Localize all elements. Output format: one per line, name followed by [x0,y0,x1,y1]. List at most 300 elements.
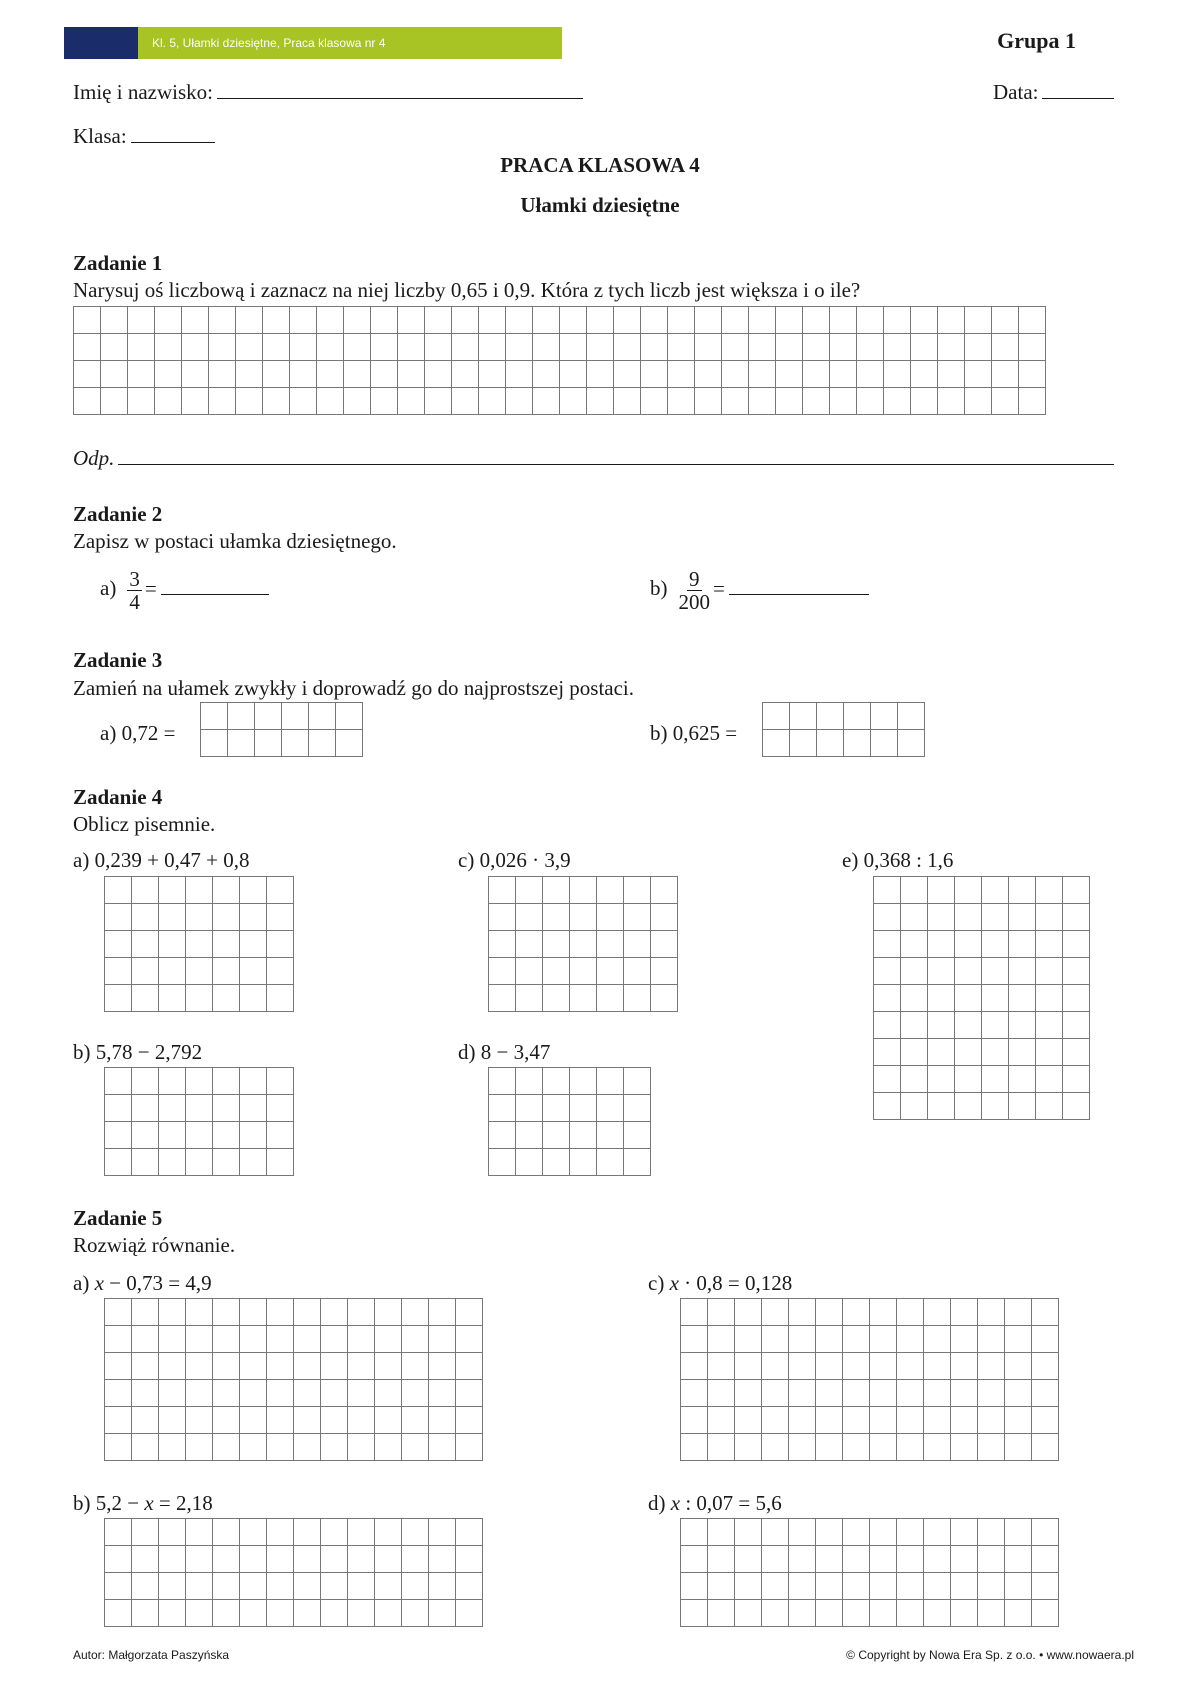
grid-cell[interactable] [928,904,955,931]
grid-cell[interactable] [105,958,132,985]
grid-cell[interactable] [816,1326,843,1353]
grid-cell[interactable] [429,1600,456,1627]
grid-cell[interactable] [213,985,240,1012]
grid-cell[interactable] [874,1039,901,1066]
grid-cell[interactable] [429,1519,456,1546]
grid-cell[interactable] [1009,1093,1036,1120]
grid-cell[interactable] [159,985,186,1012]
grid-cell[interactable] [570,958,597,985]
grid-cell[interactable] [1005,1546,1032,1573]
grid-cell[interactable] [857,388,884,415]
grid-cell[interactable] [74,334,101,361]
grid-cell[interactable] [817,730,844,757]
grid-cell[interactable] [105,1122,132,1149]
grid-cell[interactable] [874,1066,901,1093]
grid-cell[interactable] [213,1353,240,1380]
grid-cell[interactable] [992,361,1019,388]
grid-cell[interactable] [240,1326,267,1353]
grid-cell[interactable] [402,1353,429,1380]
grid-cell[interactable] [159,1380,186,1407]
grid-cell[interactable] [695,388,722,415]
task5-d-grid[interactable] [680,1518,1059,1627]
grid-cell[interactable] [681,1380,708,1407]
grid-cell[interactable] [101,307,128,334]
grid-cell[interactable] [132,958,159,985]
grid-cell[interactable] [978,1299,1005,1326]
grid-cell[interactable] [982,958,1009,985]
task3-a-grid[interactable] [200,702,363,757]
grid-cell[interactable] [452,388,479,415]
grid-cell[interactable] [1005,1434,1032,1461]
grid-cell[interactable] [843,1434,870,1461]
grid-cell[interactable] [489,1095,516,1122]
grid-cell[interactable] [1063,958,1090,985]
grid-cell[interactable] [597,1068,624,1095]
grid-cell[interactable] [267,904,294,931]
grid-cell[interactable] [240,1068,267,1095]
grid-cell[interactable] [708,1519,735,1546]
grid-cell[interactable] [1019,307,1046,334]
grid-cell[interactable] [884,361,911,388]
grid-cell[interactable] [321,1600,348,1627]
grid-cell[interactable] [789,1519,816,1546]
grid-cell[interactable] [1032,1573,1059,1600]
grid-cell[interactable] [1005,1573,1032,1600]
grid-cell[interactable] [479,361,506,388]
grid-cell[interactable] [159,1095,186,1122]
grid-cell[interactable] [951,1519,978,1546]
grid-cell[interactable] [843,1573,870,1600]
grid-cell[interactable] [816,1600,843,1627]
grid-cell[interactable] [344,307,371,334]
grid-cell[interactable] [1009,985,1036,1012]
grid-cell[interactable] [955,1012,982,1039]
grid-cell[interactable] [651,985,678,1012]
grid-cell[interactable] [901,931,928,958]
grid-cell[interactable] [186,1573,213,1600]
grid-cell[interactable] [294,1573,321,1600]
grid-cell[interactable] [1036,958,1063,985]
grid-cell[interactable] [74,307,101,334]
grid-cell[interactable] [668,307,695,334]
grid-cell[interactable] [874,877,901,904]
grid-cell[interactable] [624,931,651,958]
grid-cell[interactable] [186,1299,213,1326]
grid-cell[interactable] [294,1380,321,1407]
grid-cell[interactable] [74,361,101,388]
grid-cell[interactable] [597,904,624,931]
grid-cell[interactable] [479,388,506,415]
grid-cell[interactable] [479,307,506,334]
grid-cell[interactable] [955,877,982,904]
grid-cell[interactable] [402,1380,429,1407]
grid-cell[interactable] [560,334,587,361]
grid-cell[interactable] [708,1380,735,1407]
grid-cell[interactable] [267,1068,294,1095]
grid-cell[interactable] [201,730,228,757]
grid-cell[interactable] [955,1066,982,1093]
grid-cell[interactable] [240,1519,267,1546]
grid-cell[interactable] [155,388,182,415]
grid-cell[interactable] [928,931,955,958]
grid-cell[interactable] [213,904,240,931]
grid-cell[interactable] [681,1600,708,1627]
grid-cell[interactable] [597,1095,624,1122]
grid-cell[interactable] [105,1095,132,1122]
grid-cell[interactable] [570,985,597,1012]
grid-cell[interactable] [982,1066,1009,1093]
grid-cell[interactable] [651,958,678,985]
grid-cell[interactable] [978,1353,1005,1380]
grid-cell[interactable] [132,1353,159,1380]
grid-cell[interactable] [132,1600,159,1627]
grid-cell[interactable] [375,1326,402,1353]
grid-cell[interactable] [267,1299,294,1326]
grid-cell[interactable] [240,1573,267,1600]
grid-cell[interactable] [844,703,871,730]
grid-cell[interactable] [870,1600,897,1627]
grid-cell[interactable] [938,307,965,334]
grid-cell[interactable] [597,958,624,985]
grid-cell[interactable] [1005,1407,1032,1434]
grid-cell[interactable] [897,1546,924,1573]
grid-cell[interactable] [236,334,263,361]
grid-cell[interactable] [641,361,668,388]
grid-cell[interactable] [213,1068,240,1095]
grid-cell[interactable] [236,361,263,388]
grid-cell[interactable] [708,1546,735,1573]
grid-cell[interactable] [624,1149,651,1176]
grid-cell[interactable] [749,361,776,388]
grid-cell[interactable] [1009,1012,1036,1039]
grid-cell[interactable] [938,361,965,388]
grid-cell[interactable] [321,1434,348,1461]
task4-d-grid[interactable] [488,1067,651,1176]
grid-cell[interactable] [651,877,678,904]
grid-cell[interactable] [870,1299,897,1326]
grid-cell[interactable] [348,1546,375,1573]
grid-cell[interactable] [213,931,240,958]
grid-cell[interactable] [897,1573,924,1600]
grid-cell[interactable] [456,1407,483,1434]
grid-cell[interactable] [614,388,641,415]
grid-cell[interactable] [213,1380,240,1407]
grid-cell[interactable] [267,931,294,958]
grid-cell[interactable] [128,334,155,361]
grid-cell[interactable] [159,1299,186,1326]
grid-cell[interactable] [857,307,884,334]
grid-cell[interactable] [294,1519,321,1546]
grid-cell[interactable] [344,334,371,361]
grid-cell[interactable] [101,334,128,361]
grid-cell[interactable] [708,1407,735,1434]
grid-cell[interactable] [267,1326,294,1353]
grid-cell[interactable] [186,985,213,1012]
grid-cell[interactable] [375,1380,402,1407]
grid-cell[interactable] [132,904,159,931]
grid-cell[interactable] [533,388,560,415]
grid-cell[interactable] [132,1434,159,1461]
grid-cell[interactable] [101,388,128,415]
grid-cell[interactable] [1019,388,1046,415]
grid-cell[interactable] [267,958,294,985]
grid-cell[interactable] [267,1434,294,1461]
grid-cell[interactable] [587,361,614,388]
grid-cell[interactable] [506,361,533,388]
grid-cell[interactable] [1036,985,1063,1012]
grid-cell[interactable] [870,1434,897,1461]
grid-cell[interactable] [570,1149,597,1176]
grid-cell[interactable] [992,388,1019,415]
grid-cell[interactable] [321,1573,348,1600]
grid-cell[interactable] [982,985,1009,1012]
grid-cell[interactable] [321,1519,348,1546]
grid-cell[interactable] [1032,1519,1059,1546]
grid-cell[interactable] [240,931,267,958]
grid-cell[interactable] [924,1519,951,1546]
grid-cell[interactable] [560,307,587,334]
grid-cell[interactable] [159,931,186,958]
grid-cell[interactable] [317,388,344,415]
grid-cell[interactable] [708,1299,735,1326]
grid-cell[interactable] [681,1434,708,1461]
grid-cell[interactable] [789,1326,816,1353]
grid-cell[interactable] [348,1326,375,1353]
grid-cell[interactable] [928,877,955,904]
grid-cell[interactable] [843,1380,870,1407]
grid-cell[interactable] [375,1434,402,1461]
grid-cell[interactable] [267,1600,294,1627]
grid-cell[interactable] [924,1434,951,1461]
grid-cell[interactable] [1009,904,1036,931]
grid-cell[interactable] [763,703,790,730]
grid-cell[interactable] [978,1380,1005,1407]
grid-cell[interactable] [708,1353,735,1380]
grid-cell[interactable] [1036,877,1063,904]
grid-cell[interactable] [186,1353,213,1380]
grid-cell[interactable] [570,931,597,958]
grid-cell[interactable] [290,334,317,361]
grid-cell[interactable] [870,1380,897,1407]
grid-cell[interactable] [186,1095,213,1122]
grid-cell[interactable] [543,958,570,985]
grid-cell[interactable] [429,1573,456,1600]
grid-cell[interactable] [560,361,587,388]
grid-cell[interactable] [321,1546,348,1573]
grid-cell[interactable] [1009,1039,1036,1066]
task2-a-blank[interactable] [161,593,269,595]
grid-cell[interactable] [489,958,516,985]
grid-cell[interactable] [132,1122,159,1149]
grid-cell[interactable] [1019,361,1046,388]
grid-cell[interactable] [398,307,425,334]
grid-cell[interactable] [1032,1299,1059,1326]
grid-cell[interactable] [240,1149,267,1176]
grid-cell[interactable] [213,1546,240,1573]
grid-cell[interactable] [681,1326,708,1353]
grid-cell[interactable] [159,1573,186,1600]
grid-cell[interactable] [789,1353,816,1380]
grid-cell[interactable] [213,1519,240,1546]
grid-cell[interactable] [614,307,641,334]
grid-cell[interactable] [282,730,309,757]
grid-cell[interactable] [624,1068,651,1095]
grid-cell[interactable] [429,1434,456,1461]
grid-cell[interactable] [516,1149,543,1176]
grid-cell[interactable] [375,1299,402,1326]
grid-cell[interactable] [722,307,749,334]
grid-cell[interactable] [371,334,398,361]
grid-cell[interactable] [651,904,678,931]
grid-cell[interactable] [951,1380,978,1407]
name-blank[interactable] [217,97,583,99]
grid-cell[interactable] [344,388,371,415]
grid-cell[interactable] [506,307,533,334]
grid-cell[interactable] [105,1149,132,1176]
grid-cell[interactable] [543,1095,570,1122]
grid-cell[interactable] [402,1434,429,1461]
grid-cell[interactable] [681,1546,708,1573]
grid-cell[interactable] [681,1353,708,1380]
grid-cell[interactable] [668,334,695,361]
grid-cell[interactable] [516,931,543,958]
grid-cell[interactable] [1036,1012,1063,1039]
grid-cell[interactable] [105,931,132,958]
grid-cell[interactable] [641,307,668,334]
grid-cell[interactable] [228,730,255,757]
grid-cell[interactable] [267,1546,294,1573]
grid-cell[interactable] [1032,1380,1059,1407]
grid-cell[interactable] [213,1434,240,1461]
grid-cell[interactable] [402,1519,429,1546]
grid-cell[interactable] [735,1600,762,1627]
task4-a-grid[interactable] [104,876,294,1012]
grid-cell[interactable] [1005,1326,1032,1353]
grid-cell[interactable] [1009,1066,1036,1093]
grid-cell[interactable] [1032,1407,1059,1434]
grid-cell[interactable] [951,1299,978,1326]
grid-cell[interactable] [1036,904,1063,931]
grid-cell[interactable] [186,1326,213,1353]
grid-cell[interactable] [371,307,398,334]
grid-cell[interactable] [955,985,982,1012]
task2-b-blank[interactable] [729,593,869,595]
grid-cell[interactable] [74,388,101,415]
grid-cell[interactable] [1005,1299,1032,1326]
grid-cell[interactable] [884,307,911,334]
grid-cell[interactable] [348,1407,375,1434]
grid-cell[interactable] [240,958,267,985]
grid-cell[interactable] [240,877,267,904]
grid-cell[interactable] [830,388,857,415]
grid-cell[interactable] [105,985,132,1012]
grid-cell[interactable] [543,1122,570,1149]
grid-cell[interactable] [240,1380,267,1407]
grid-cell[interactable] [425,307,452,334]
grid-cell[interactable] [375,1407,402,1434]
grid-cell[interactable] [105,1546,132,1573]
grid-cell[interactable] [132,1573,159,1600]
grid-cell[interactable] [762,1573,789,1600]
grid-cell[interactable] [1009,931,1036,958]
grid-cell[interactable] [992,307,1019,334]
grid-cell[interactable] [830,307,857,334]
grid-cell[interactable] [105,1407,132,1434]
grid-cell[interactable] [803,334,830,361]
grid-cell[interactable] [452,334,479,361]
grid-cell[interactable] [132,1519,159,1546]
grid-cell[interactable] [901,1012,928,1039]
grid-cell[interactable] [789,1434,816,1461]
grid-cell[interactable] [132,1068,159,1095]
grid-cell[interactable] [874,1012,901,1039]
grid-cell[interactable] [213,958,240,985]
grid-cell[interactable] [101,361,128,388]
grid-cell[interactable] [911,307,938,334]
grid-cell[interactable] [911,361,938,388]
grid-cell[interactable] [901,904,928,931]
grid-cell[interactable] [951,1600,978,1627]
grid-cell[interactable] [884,388,911,415]
grid-cell[interactable] [924,1326,951,1353]
grid-cell[interactable] [762,1519,789,1546]
grid-cell[interactable] [506,334,533,361]
grid-cell[interactable] [924,1299,951,1326]
grid-cell[interactable] [924,1573,951,1600]
grid-cell[interactable] [294,1600,321,1627]
grid-cell[interactable] [186,1519,213,1546]
grid-cell[interactable] [267,1519,294,1546]
grid-cell[interactable] [624,904,651,931]
grid-cell[interactable] [1063,904,1090,931]
grid-cell[interactable] [159,1149,186,1176]
grid-cell[interactable] [402,1573,429,1600]
grid-cell[interactable] [843,1299,870,1326]
grid-cell[interactable] [105,1068,132,1095]
grid-cell[interactable] [641,334,668,361]
grid-cell[interactable] [159,1600,186,1627]
grid-cell[interactable] [762,1299,789,1326]
grid-cell[interactable] [874,958,901,985]
grid-cell[interactable] [213,1600,240,1627]
grid-cell[interactable] [982,877,1009,904]
grid-cell[interactable] [132,985,159,1012]
grid-cell[interactable] [763,730,790,757]
grid-cell[interactable] [928,1012,955,1039]
grid-cell[interactable] [375,1546,402,1573]
grid-cell[interactable] [735,1299,762,1326]
grid-cell[interactable] [735,1380,762,1407]
grid-cell[interactable] [1032,1434,1059,1461]
grid-cell[interactable] [506,388,533,415]
grid-cell[interactable] [897,1434,924,1461]
grid-cell[interactable] [240,1600,267,1627]
grid-cell[interactable] [735,1326,762,1353]
grid-cell[interactable] [267,985,294,1012]
grid-cell[interactable] [735,1573,762,1600]
grid-cell[interactable] [209,307,236,334]
grid-cell[interactable] [290,307,317,334]
grid-cell[interactable] [155,334,182,361]
grid-cell[interactable] [489,1068,516,1095]
grid-cell[interactable] [978,1407,1005,1434]
grid-cell[interactable] [982,1012,1009,1039]
grid-cell[interactable] [789,1573,816,1600]
grid-cell[interactable] [668,361,695,388]
grid-cell[interactable] [789,1407,816,1434]
grid-cell[interactable] [965,334,992,361]
grid-cell[interactable] [951,1407,978,1434]
